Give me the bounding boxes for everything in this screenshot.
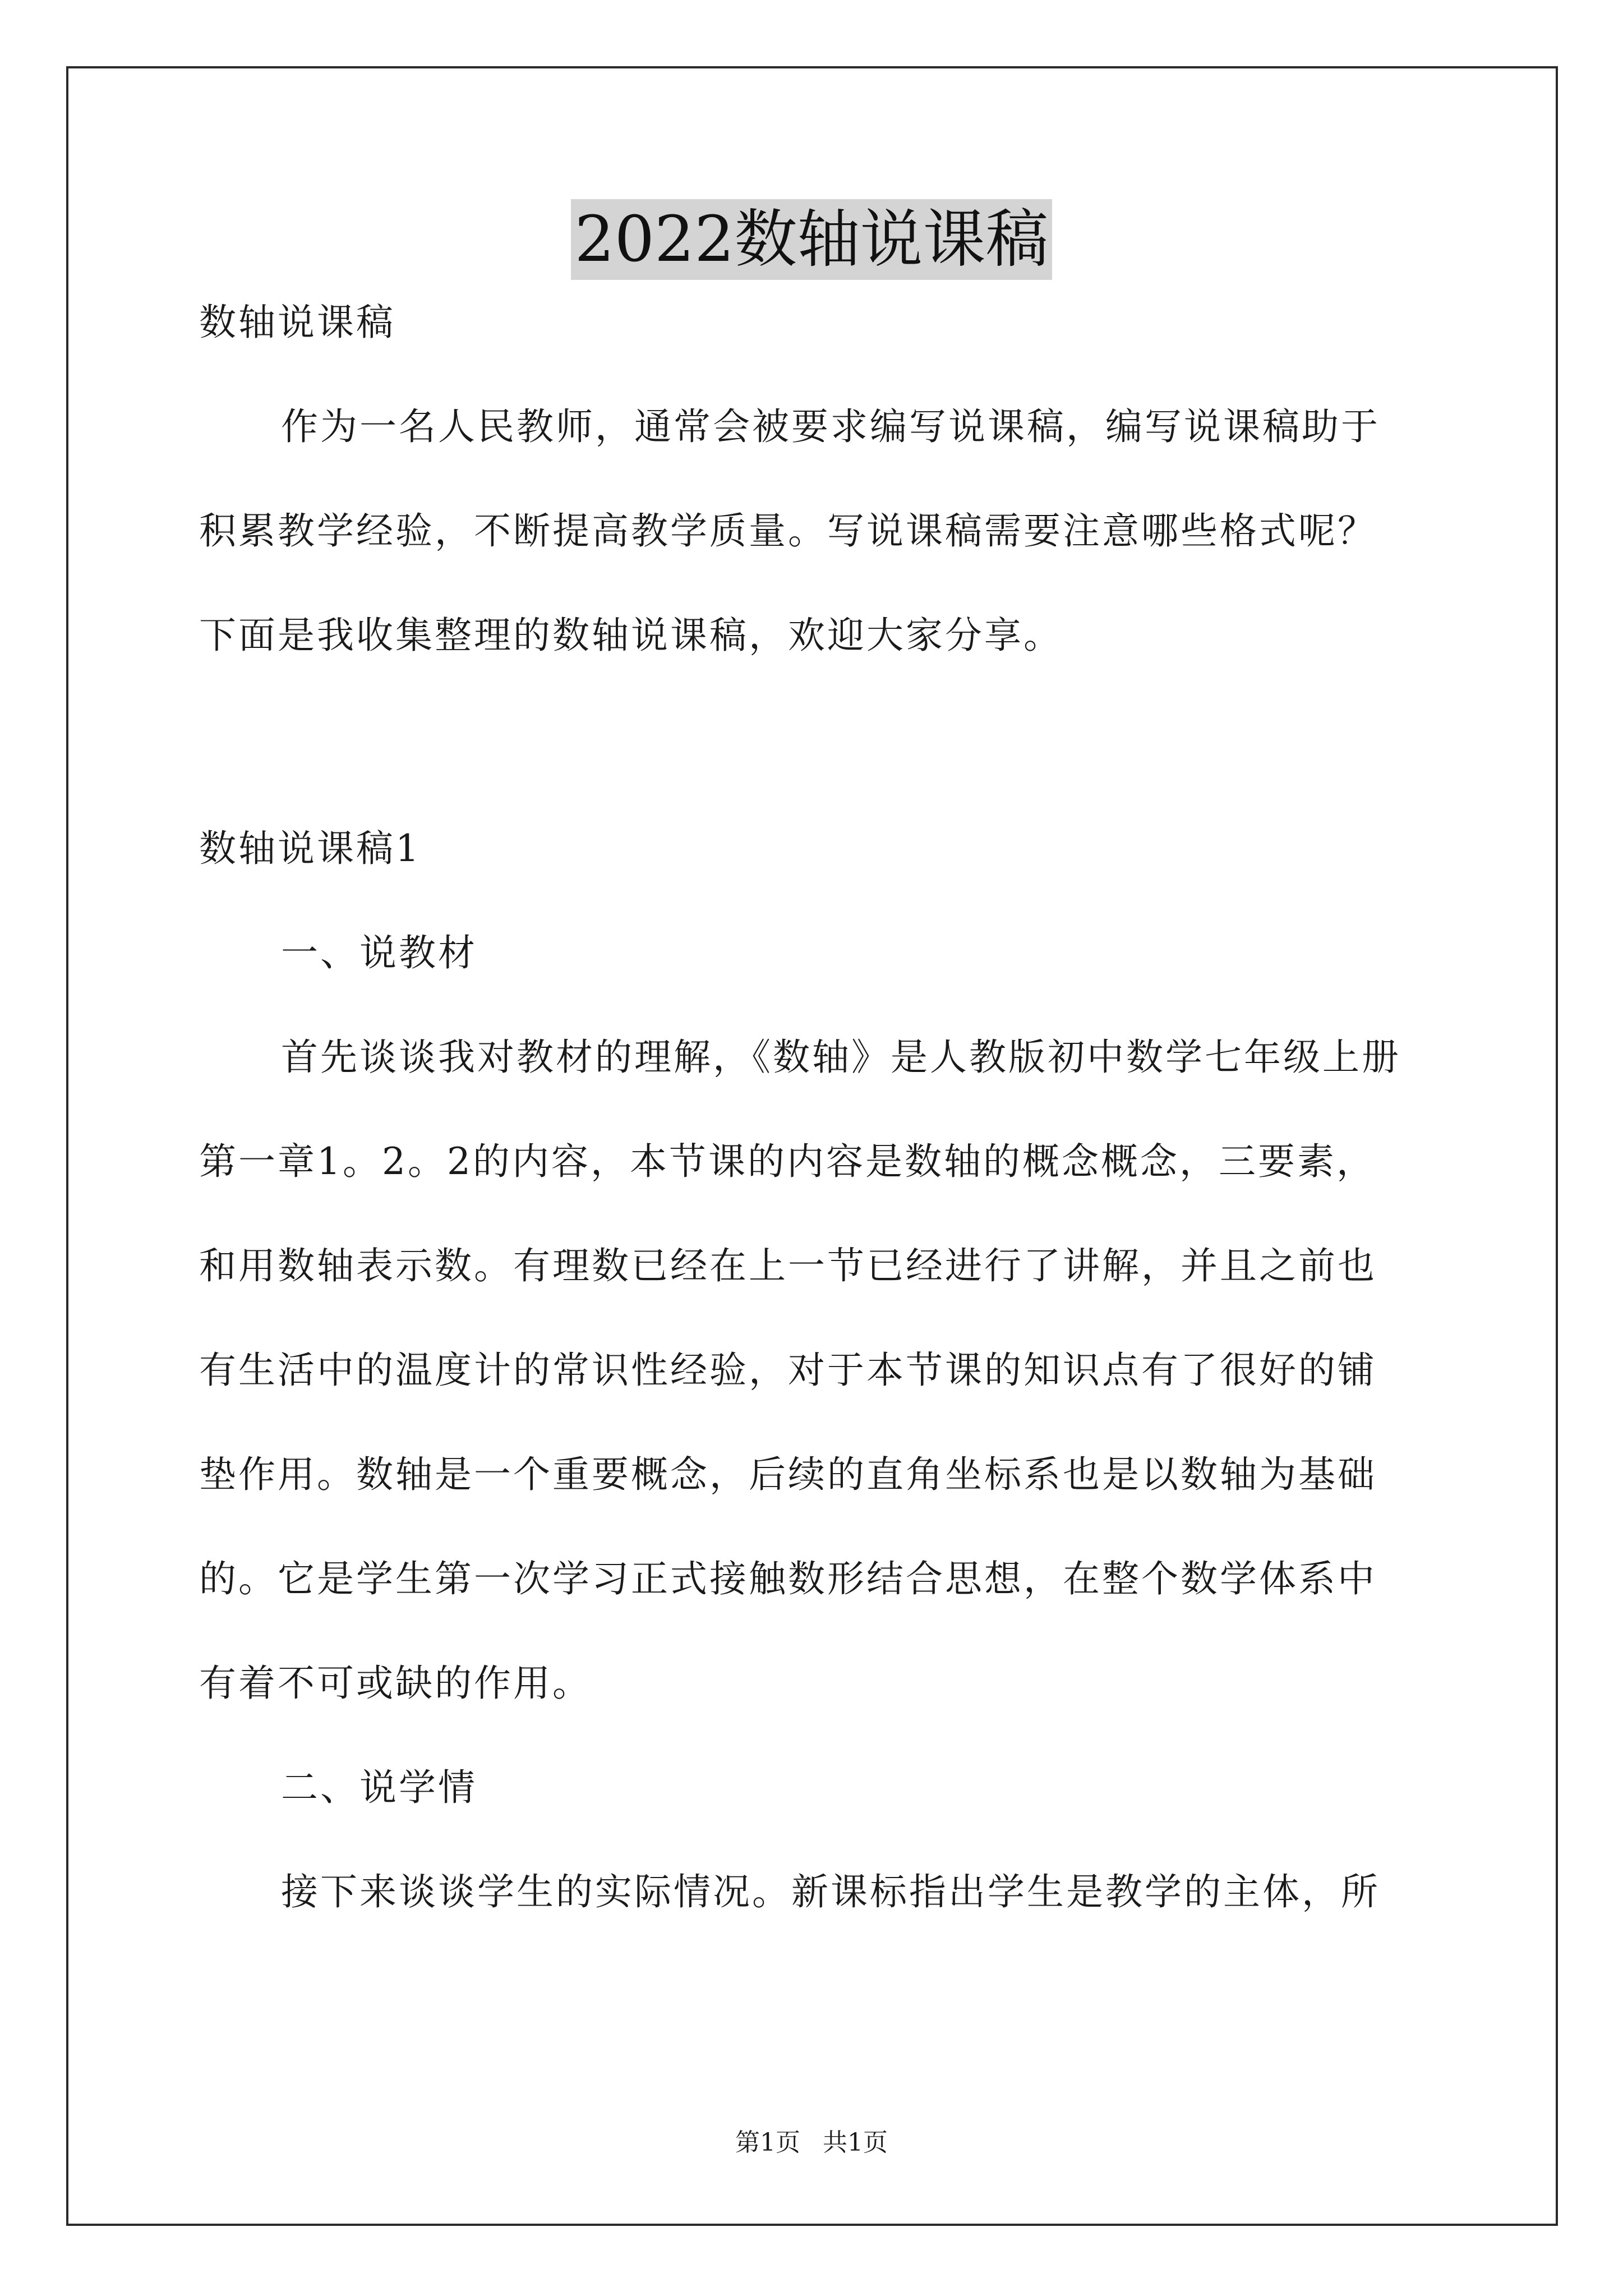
paragraph-line: 有生活中的温度计的常识性经验，对于本节课的知识点有了很好的铺 bbox=[199, 1349, 1377, 1392]
paragraph-line: 第一章1。2。2的内容，本节课的内容是数轴的概念概念，三要素， bbox=[199, 1140, 1376, 1183]
intro-line: 作为一名人民教师，通常会被要求编写说课稿，编写说课稿助于 bbox=[281, 405, 1380, 448]
paragraph-line: 接下来谈谈学生的实际情况。新课标指出学生是教学的主体，所 bbox=[281, 1870, 1380, 1913]
subsection-heading: 二、说学情 bbox=[281, 1766, 477, 1809]
page-footer bbox=[0, 2127, 1623, 2159]
document-title: 2022数轴说课稿 bbox=[571, 199, 1052, 280]
subsection-heading: 一、说教材 bbox=[281, 931, 477, 974]
intro-line: 下面是我收集整理的数轴说课稿，欢迎大家分享。 bbox=[199, 614, 1063, 657]
page-total: 共1页 bbox=[823, 2128, 888, 2157]
section-heading: 数轴说课稿1 bbox=[199, 827, 421, 870]
paragraph-line: 和用数轴表示数。有理数已经在上一节已经进行了讲解，并且之前也 bbox=[199, 1244, 1377, 1287]
paragraph-line: 垫作用。数轴是一个重要概念，后续的直角坐标系也是以数轴为基础 bbox=[199, 1453, 1377, 1496]
heading: 数轴说课稿 bbox=[199, 301, 395, 344]
title-container bbox=[0, 199, 1623, 280]
document-body bbox=[199, 297, 1427, 1917]
page-number: 第1页 bbox=[735, 2128, 800, 2157]
paragraph-line: 的。它是学生第一次学习正式接触数形结合思想，在整个数学体系中 bbox=[199, 1557, 1377, 1600]
paragraph-line: 有着不可或缺的作用。 bbox=[199, 1662, 592, 1705]
paragraph-line: 首先谈谈我对教材的理解，《数轴》是人教版初中数学七年级上册 bbox=[281, 1036, 1401, 1079]
intro-line: 积累教学经验，不断提高教学质量。写说课稿需要注意哪些格式呢？ bbox=[199, 509, 1377, 553]
